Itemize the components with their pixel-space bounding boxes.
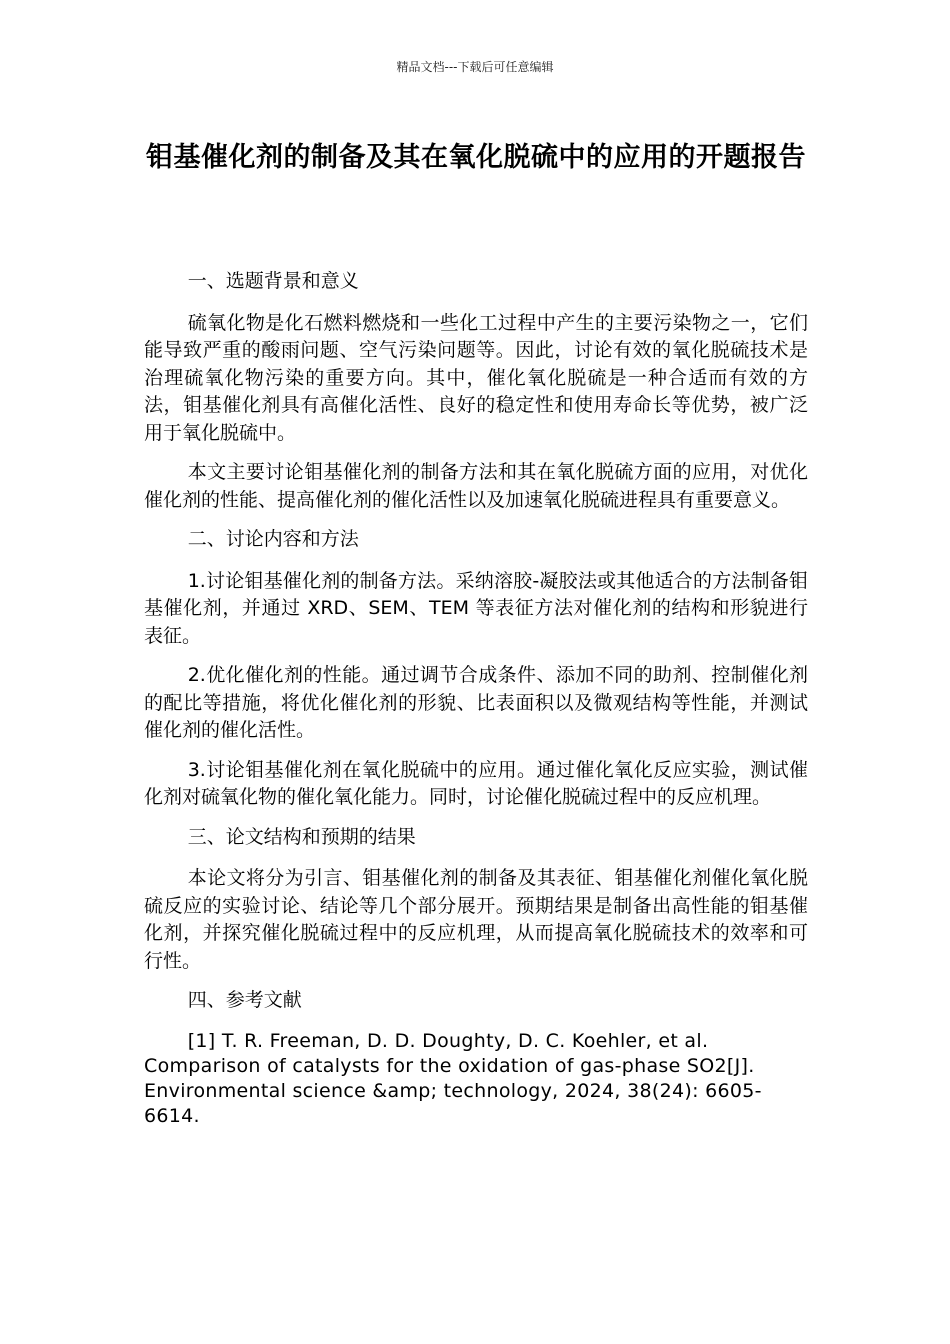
paragraph-background-2: 本文主要讨论钼基催化剂的制备方法和其在氧化脱硫方面的应用，对优化催化剂的性能、提高催化剂的催化活性以及加速氧化脱硫进程具有重要意义。 <box>144 461 808 511</box>
paragraph-structure: 本论文将分为引言、钼基催化剂的制备及其表征、钼基催化剂催化氧化脱硫反应的实验讨论、结论等几个部分展开。预期结果是制备出高性能的钼基催化剂，并探究催化脱硫过程中的反应机理，从而提高氧化脱硫技术的效率和可行性。 <box>144 867 808 972</box>
reference-item-1: [1] T. R. Freeman, D. D. Doughty, D. C. Koehler, et al. Comparison of catalysts for the oxidation of gas-phase SO2[J]. Environmental science &amp; technology, 2024, 38(24): 6605-6614. <box>144 1029 762 1127</box>
section-heading-methods: 二、讨论内容和方法 <box>187 528 359 550</box>
document-body <box>144 268 808 1129</box>
header-note: 精品文档---下载后可任意编辑 <box>396 60 554 74</box>
paragraph-method-3: 3.讨论钼基催化剂在氧化脱硫中的应用。通过催化氧化反应实验，测试催化剂对硫氧化物的催化氧化能力。同时，讨论催化脱硫过程中的反应机理。 <box>144 758 808 808</box>
section-heading-references: 四、参考文献 <box>187 989 302 1011</box>
section-heading-structure: 三、论文结构和预期的结果 <box>187 825 416 848</box>
document-title: 钼基催化剂的制备及其在氧化脱硫中的应用的开题报告 <box>146 142 806 173</box>
paragraph-background-1: 硫氧化物是化石燃料燃烧和一些化工过程中产生的主要污染物之一，它们能导致严重的酸雨问题、空气污染问题等。因此，讨论有效的氧化脱硫技术是治理硫氧化物污染的重要方向。其中，催化氧化脱硫是一种合适而有效的方法，钼基催化剂具有高催化活性、良好的稳定性和使用寿命长等优势，被广泛用于氧化脱硫中。 <box>144 311 808 444</box>
section-heading-background: 一、选题背景和意义 <box>187 270 359 292</box>
paragraph-method-1: 1.讨论钼基催化剂的制备方法。采纳溶胶-凝胶法或其他适合的方法制备钼基催化剂，并通过 XRD、SEM、TEM 等表征方法对催化剂的结构和形貌进行表征。 <box>144 569 808 647</box>
paragraph-method-2: 2.优化催化剂的性能。通过调节合成条件、添加不同的助剂、控制催化剂的配比等措施，将优化催化剂的形貌、比表面积以及微观结构等性能，并测试催化剂的催化活性。 <box>144 664 808 741</box>
